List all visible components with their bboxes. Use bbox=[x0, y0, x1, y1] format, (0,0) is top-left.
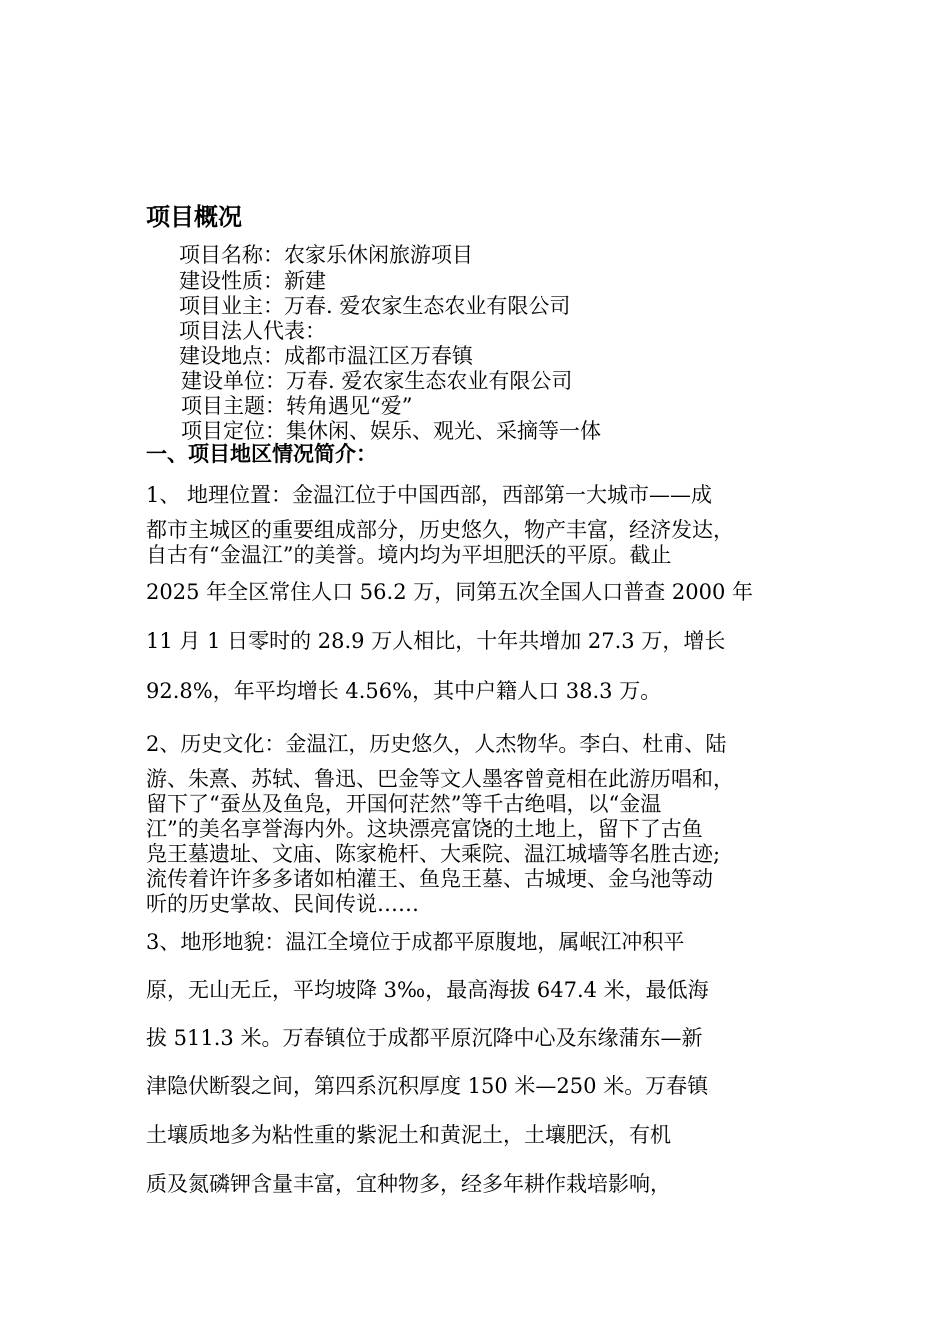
paragraph-line: 听的历史掌故、民间传说…… bbox=[146, 892, 419, 916]
paragraph-line: 2025 年全区常住人口 56.2 万，同第五次全国人口普查 2000 年 bbox=[146, 580, 754, 604]
paragraph-line: 江”的美名享誉海内外。这块漂亮富饶的土地上，留下了古鱼 bbox=[146, 817, 703, 841]
project-owner-field: 项目业主：万春. 爱农家生态农业有限公司 bbox=[179, 294, 571, 318]
paragraph-line: 92.8%，年平均增长 4.56%，其中户籍人口 38.3 万。 bbox=[146, 679, 662, 703]
section-heading: 一、项目地区情况简介： bbox=[146, 441, 377, 466]
paragraph-line: 2、历史文化：金温江，历史悠久，人杰物华。李白、杜甫、陆 bbox=[146, 732, 727, 756]
paragraph-line: 土壤质地多为粘性重的紫泥土和黄泥土，土壤肥沃，有机 bbox=[146, 1123, 671, 1147]
paragraph-line: 凫王墓遗址、文庙、陈家桅杆、大乘院、温江城墙等名胜古迹; bbox=[146, 842, 721, 866]
construction-location-field: 建设地点：成都市温江区万春镇 bbox=[179, 344, 473, 368]
paragraph-line: 11 月 1 日零时的 28.9 万人相比，十年共增加 27.3 万，增长 bbox=[146, 629, 726, 653]
paragraph-line: 游、朱熹、苏轼、鲁迅、巴金等文人墨客曾竟相在此游历唱和， bbox=[146, 767, 734, 791]
construction-unit-field: 建设单位：万春. 爱农家生态农业有限公司 bbox=[181, 369, 573, 393]
project-theme-field: 项目主题：转角遇见“爱” bbox=[181, 394, 413, 418]
paragraph-line: 1、 地理位置：金温江位于中国西部，西部第一大城市——成 bbox=[146, 483, 713, 507]
paragraph-line: 都市主城区的重要组成部分，历史悠久，物产丰富，经济发达， bbox=[146, 518, 734, 542]
document-title: 项目概况 bbox=[146, 202, 242, 231]
legal-representative-field: 项目法人代表： bbox=[179, 319, 326, 343]
paragraph-line: 津隐伏断裂之间，第四系沉积厚度 150 米—250 米。万春镇 bbox=[146, 1074, 709, 1098]
paragraph-line: 3、地形地貌：温江全境位于成都平原腹地，属岷江冲积平 bbox=[146, 930, 685, 954]
paragraph-line: 流传着许许多多诸如柏灌王、鱼凫王墓、古城埂、金乌池等动 bbox=[146, 867, 713, 891]
project-positioning-field: 项目定位：集休闲、娱乐、观光、采摘等一体 bbox=[181, 419, 601, 443]
paragraph-line: 自古有“金温江”的美誉。境内均为平坦肥沃的平原。截止 bbox=[146, 543, 672, 567]
paragraph-line: 留下了“蚕丛及鱼凫，开国何茫然”等千古绝唱，以“金温 bbox=[146, 792, 662, 816]
paragraph-line: 原，无山无丘，平均坡降 3‰，最高海拔 647.4 米，最低海 bbox=[146, 978, 709, 1002]
paragraph-line: 拔 511.3 米。万春镇位于成都平原沉降中心及东缘蒲东—新 bbox=[146, 1026, 703, 1050]
paragraph-line: 质及氮磷钾含量丰富，宜种物多，经多年耕作栽培影响， bbox=[146, 1172, 671, 1196]
project-name-field: 项目名称：农家乐休闲旅游项目 bbox=[179, 243, 473, 267]
construction-nature-field: 建设性质：新建 bbox=[179, 269, 326, 293]
